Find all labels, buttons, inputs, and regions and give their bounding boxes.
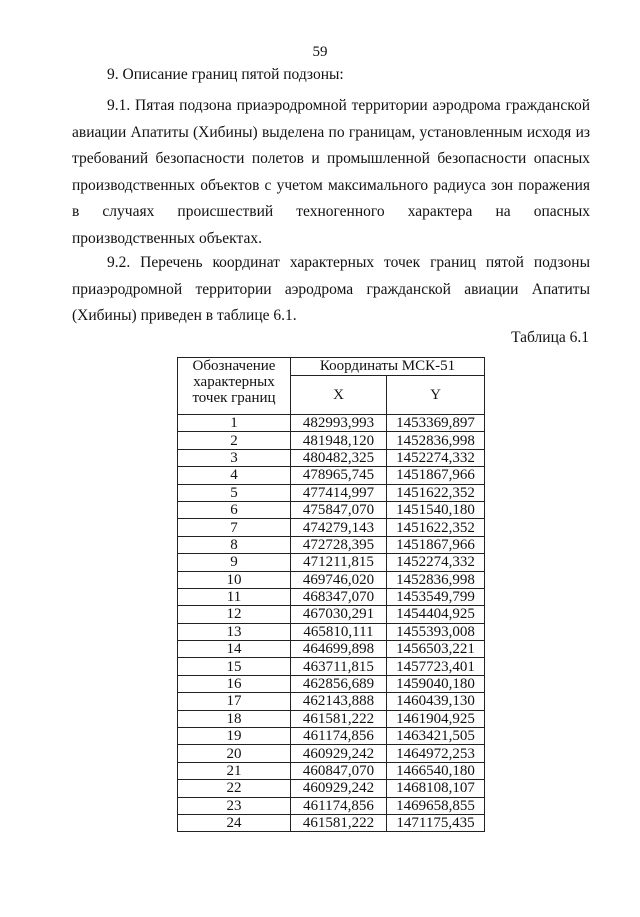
cell-point: 2 (178, 432, 291, 449)
cell-y: 1468108,107 (387, 780, 485, 797)
cell-y: 1471175,435 (387, 814, 485, 831)
cell-point: 21 (178, 762, 291, 779)
table-row (178, 780, 485, 797)
cell-y: 1451540,180 (387, 501, 485, 518)
cell-x: 460847,070 (291, 762, 387, 779)
table-row (178, 675, 485, 692)
cell-y: 1466540,180 (387, 762, 485, 779)
cell-y: 1451622,352 (387, 484, 485, 501)
header-y: Y (387, 376, 485, 415)
cell-y: 1461904,925 (387, 710, 485, 727)
header-designation-line-2: характерных (193, 374, 275, 390)
table-row (178, 484, 485, 501)
cell-y: 1453369,897 (387, 415, 485, 432)
table-row (178, 449, 485, 466)
cell-x: 460929,242 (291, 780, 387, 797)
cell-x: 462143,888 (291, 693, 387, 710)
table-row (178, 536, 485, 553)
table-row (178, 814, 485, 831)
cell-point: 18 (178, 710, 291, 727)
header-designation-line-3: точек границ (192, 390, 276, 406)
table-row (178, 501, 485, 518)
table-row (178, 797, 485, 814)
cell-x: 478965,745 (291, 467, 387, 484)
header-designation (178, 358, 291, 415)
table-row (178, 762, 485, 779)
table-row (178, 467, 485, 484)
cell-y: 1453549,799 (387, 588, 485, 605)
header-coordinates: Координаты МСК-51 (291, 358, 485, 376)
cell-point: 14 (178, 641, 291, 658)
cell-point: 6 (178, 501, 291, 518)
cell-x: 477414,997 (291, 484, 387, 501)
cell-x: 461581,222 (291, 814, 387, 831)
header-designation-line-1: Обозначение (192, 358, 276, 374)
cell-x: 461174,856 (291, 728, 387, 745)
cell-x: 464699,898 (291, 641, 387, 658)
table-row (178, 415, 485, 432)
cell-x: 465810,111 (291, 623, 387, 640)
table-row (178, 432, 485, 449)
cell-x: 461581,222 (291, 710, 387, 727)
cell-x: 480482,325 (291, 449, 387, 466)
header-x: X (291, 376, 387, 415)
cell-point: 3 (178, 449, 291, 466)
cell-y: 1452836,998 (387, 571, 485, 588)
cell-y: 1455393,008 (387, 623, 485, 640)
cell-y: 1452274,332 (387, 449, 485, 466)
cell-point: 5 (178, 484, 291, 501)
table-body (178, 415, 485, 832)
cell-point: 23 (178, 797, 291, 814)
cell-x: 461174,856 (291, 797, 387, 814)
cell-x: 460929,242 (291, 745, 387, 762)
cell-point: 12 (178, 606, 291, 623)
cell-y: 1451867,966 (387, 467, 485, 484)
cell-y: 1464972,253 (387, 745, 485, 762)
table-row (178, 606, 485, 623)
cell-point: 13 (178, 623, 291, 640)
cell-point: 24 (178, 814, 291, 831)
paragraph-9-1: 9.1. Пятая подзона приаэродромной территории аэродрома гражданской авиации Апатиты (Хибины) выделена по границам, установленным исходя из требований безопасности полетов и промышленной безопасности опасных производственных объектов с учетом максимального радиуса зон поражения в случаях происшествий техногенного характера на опасных производственных объектах. (72, 97, 590, 247)
cell-y: 1469658,855 (387, 797, 485, 814)
table-row (178, 519, 485, 536)
cell-point: 7 (178, 519, 291, 536)
cell-point: 16 (178, 675, 291, 692)
cell-x: 475847,070 (291, 501, 387, 518)
coordinates-table (177, 357, 485, 832)
cell-point: 17 (178, 693, 291, 710)
cell-x: 481948,120 (291, 432, 387, 449)
cell-x: 467030,291 (291, 606, 387, 623)
table-row (178, 641, 485, 658)
cell-y: 1454404,925 (387, 606, 485, 623)
table-row (178, 745, 485, 762)
table-row (178, 658, 485, 675)
cell-point: 8 (178, 536, 291, 553)
table-row (178, 710, 485, 727)
cell-point: 20 (178, 745, 291, 762)
cell-x: 474279,143 (291, 519, 387, 536)
table-row (178, 728, 485, 745)
table-caption: Таблица 6.1 (511, 329, 589, 346)
cell-y: 1457723,401 (387, 658, 485, 675)
cell-x: 462856,689 (291, 675, 387, 692)
cell-x: 463711,815 (291, 658, 387, 675)
cell-point: 15 (178, 658, 291, 675)
table-row (178, 588, 485, 605)
cell-point: 1 (178, 415, 291, 432)
cell-y: 1452836,998 (387, 432, 485, 449)
cell-y: 1451867,966 (387, 536, 485, 553)
section-heading: 9. Описание границ пятой подзоны: (107, 66, 344, 83)
cell-point: 19 (178, 728, 291, 745)
table-row (178, 623, 485, 640)
cell-x: 471211,815 (291, 554, 387, 571)
cell-y: 1460439,130 (387, 693, 485, 710)
paragraph-9-2: 9.2. Перечень координат характерных точек границ пятой подзоны приаэродромной территории аэродрома гражданской авиации Апатиты (Хибины) приведен в таблице 6.1. (72, 254, 590, 324)
cell-y: 1463421,505 (387, 728, 485, 745)
cell-x: 482993,993 (291, 415, 387, 432)
cell-y: 1456503,221 (387, 641, 485, 658)
cell-y: 1452274,332 (387, 554, 485, 571)
page-number: 59 (312, 44, 328, 60)
table-row (178, 693, 485, 710)
cell-x: 472728,395 (291, 536, 387, 553)
cell-y: 1451622,352 (387, 519, 485, 536)
cell-point: 9 (178, 554, 291, 571)
cell-point: 22 (178, 780, 291, 797)
cell-point: 10 (178, 571, 291, 588)
cell-point: 4 (178, 467, 291, 484)
table-row (178, 554, 485, 571)
cell-point: 11 (178, 588, 291, 605)
cell-x: 469746,020 (291, 571, 387, 588)
cell-y: 1459040,180 (387, 675, 485, 692)
cell-x: 468347,070 (291, 588, 387, 605)
table-row (178, 571, 485, 588)
